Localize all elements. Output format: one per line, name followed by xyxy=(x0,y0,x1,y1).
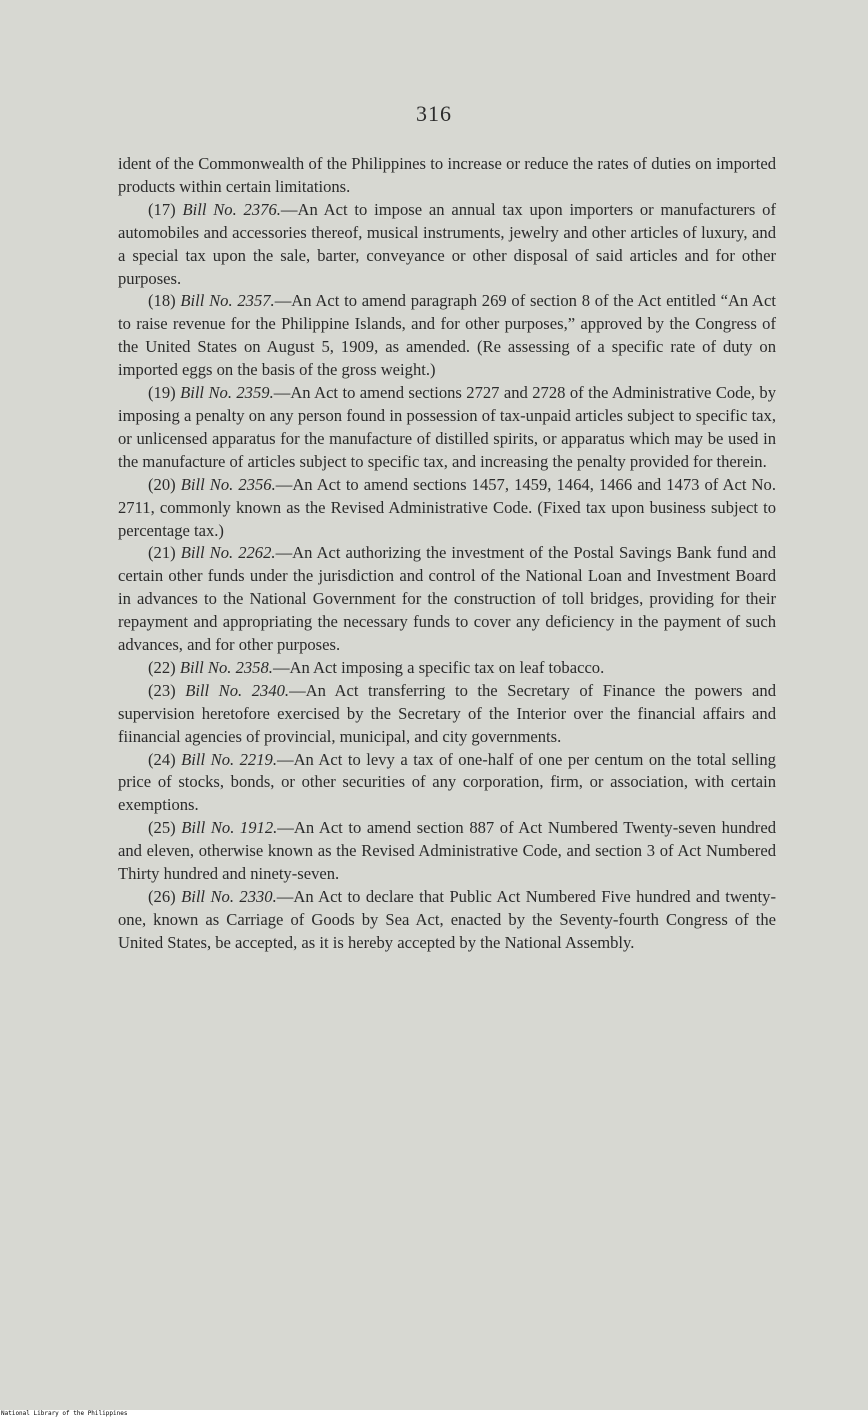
bill-description: —An Act to amend sections 1457, 1459, 1464, 1466 and 1473 of Act No. 2711, commonly known as the Revised Administrative Code. (Fixed tax upon business subject to percentage tax.) xyxy=(118,474,776,540)
item-number: (26) xyxy=(148,887,176,906)
item-number: (22) xyxy=(148,657,176,677)
bill-item-20 xyxy=(118,474,776,543)
item-number: (25) xyxy=(148,818,176,838)
item-number: (24) xyxy=(148,749,176,769)
bill-item-18 xyxy=(118,290,776,382)
bill-description: —An Act to amend sections 2727 and 2728 of the Administrative Code, by imposing a penalty on any person found in possession of tax-unpaid articles subject to specific tax, or unlicensed apparatus for the manufacture of distilled spirits, or apparatus which may be used in the manufacture of articles subject to specific tax, and increasing the penalty provided for therein. xyxy=(118,383,776,471)
bill-item-26 xyxy=(118,886,776,955)
bill-description: —An Act to amend section 887 of Act Numbered Twenty-seven hundred and eleven, otherwise known as the Revised Administrative Code, and section 3 of Act Numbered Thirty hundred and ninety-seven. xyxy=(118,818,777,884)
bill-item-17 xyxy=(118,199,776,291)
bill-item-22 xyxy=(118,657,776,680)
bill-item-19 xyxy=(118,382,776,474)
item-number: (18) xyxy=(148,291,176,311)
bill-reference: Bill No. 2357. xyxy=(180,291,275,311)
bill-reference: Bill No. 2219. xyxy=(181,749,277,769)
item-number: (21) xyxy=(148,543,176,563)
item-number: (23) xyxy=(148,680,176,700)
bill-description: —An Act imposing a specific tax on leaf tobacco. xyxy=(272,657,605,677)
page-body xyxy=(118,153,776,955)
bill-item-24 xyxy=(118,749,776,818)
item-number: (17) xyxy=(148,199,176,219)
bill-reference: Bill No. 2356. xyxy=(180,474,276,494)
bill-reference: Bill No. 2359. xyxy=(180,383,274,403)
item-number: (19) xyxy=(148,383,176,403)
bill-description: —An Act transferring to the Secretary of Finance the powers and supervision heretofore exercised by the Secretary of the Interior over the financial affairs and fiinancial agencies of provincial, municipal, and city governments. xyxy=(118,680,776,746)
bill-description: —An Act to levy a tax of one-half of one per centum on the total selling price of stocks, bonds, or other securities of any corporation, firm, or association, with certain exemptions. xyxy=(118,749,776,815)
library-credit: National Library of the Philippines xyxy=(1,1410,128,1417)
bill-reference: Bill No. 2340. xyxy=(185,680,290,700)
bill-reference: Bill No. 1912. xyxy=(181,818,278,838)
bill-reference: Bill No. 2262. xyxy=(180,543,276,563)
page-number: 316 xyxy=(416,101,452,126)
bill-description: —An Act to impose an annual tax upon importers or manufacturers of automobiles and accessories thereof, musical instruments, jewelry and other articles of luxury, and a special tax upon the sale, barter, conveyance or other disposal of said articles and for other purposes. xyxy=(118,199,777,288)
bill-item-23 xyxy=(118,680,776,749)
bill-description: —An Act authorizing the investment of the Postal Savings Bank fund and certain other funds under the jurisdiction and control of the National Loan and Investment Board in advances to the National Government for the construction of toll bridges, providing for their repayment and appropriating the necessary funds to cover any deficiency in the payment of such advances, and for other purposes. xyxy=(118,543,777,655)
bill-reference: Bill No. 2376. xyxy=(182,199,281,219)
bill-reference: Bill No. 2358. xyxy=(179,657,273,677)
bill-item-25 xyxy=(118,817,776,886)
bill-item-21 xyxy=(118,542,776,657)
bill-description: —An Act to amend paragraph 269 of section 8 of the Act entitled “An Act to raise revenue for the Philippine Islands, and for other purposes,” approved by the Congress of the United States on August 5, 1909, as amended. (Re assessing of a specific rate of duty on imported eggs on the basis of the gross weight.) xyxy=(118,291,776,380)
continued-paragraph: ident of the Commonwealth of the Philippines to increase or reduce the rates of duties on imported products within certain limitations. xyxy=(118,154,776,196)
bill-reference: Bill No. 2330. xyxy=(181,887,277,906)
bill-description: —An Act to declare that Public Act Numbered Five hundred and twenty-one, known as Carriage of Goods by Sea Act, enacted by the Seventy-fourth Congress of the United States, be accepted, as it is hereby accepted by the National Assembly. xyxy=(118,887,776,952)
item-number: (20) xyxy=(148,474,176,494)
